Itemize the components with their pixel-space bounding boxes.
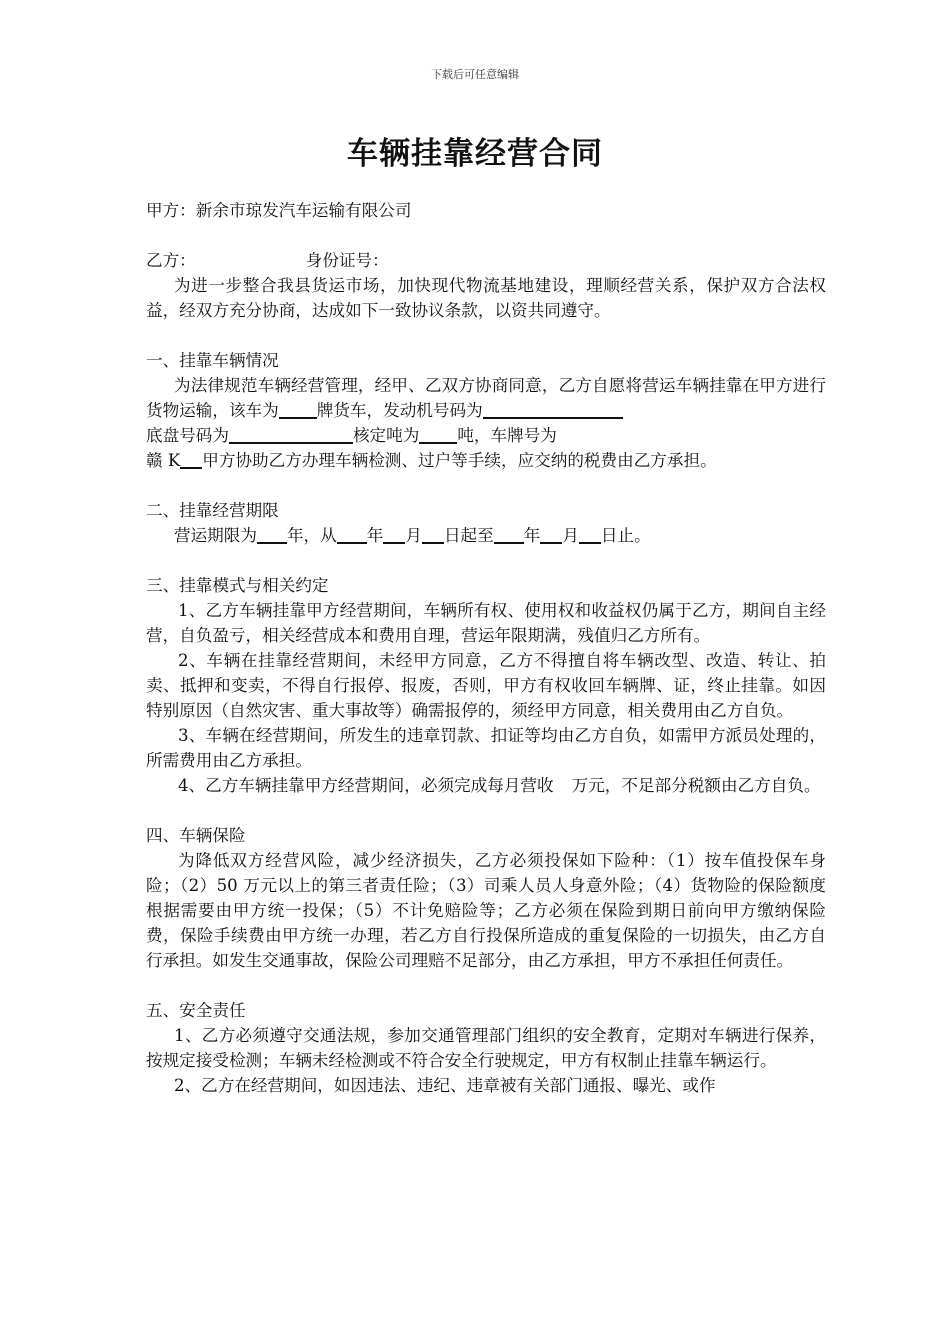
start-year-blank bbox=[337, 524, 367, 544]
section-1-paragraph bbox=[146, 373, 826, 423]
section-1-line-4 bbox=[146, 448, 826, 473]
id-number-label: 身份证号： bbox=[305, 251, 389, 270]
text-run: 年 bbox=[523, 526, 541, 545]
text-run: 日起至 bbox=[443, 526, 494, 545]
text-run: 年，从 bbox=[286, 526, 337, 545]
text-run: 万元，不足部分税额由乙方自负。 bbox=[571, 776, 821, 795]
text-run: 日止。 bbox=[600, 526, 651, 545]
engine-number-blank bbox=[483, 399, 623, 419]
section-3-clause-3: 3、车辆在经营期间，所发生的违章罚款、扣证等均由乙方自负，如需甲方派员处理的，所需费用由乙方承担。 bbox=[146, 726, 826, 770]
vehicle-type-blank bbox=[279, 399, 317, 419]
text-run: 月 bbox=[405, 526, 422, 545]
section-3-heading: 三、挂靠模式与相关约定 bbox=[146, 576, 329, 595]
text-run: 核定吨为 bbox=[352, 426, 420, 445]
end-year-blank bbox=[494, 524, 524, 544]
end-day-blank bbox=[579, 524, 601, 544]
section-2-heading: 二、挂靠经营期限 bbox=[146, 501, 279, 520]
section-2-paragraph bbox=[146, 523, 826, 548]
section-5-clause-2: 2、乙方在经营期间，如因违法、违纪、违章被有关部门通报、曝光、或作 bbox=[174, 1076, 716, 1095]
section-1-line-3 bbox=[146, 423, 826, 448]
start-month-blank bbox=[383, 524, 405, 544]
start-day-blank bbox=[422, 524, 444, 544]
text-run: 为法律规范车辆经营管理，经甲、乙双方协商同意，乙方自愿将营运车辆挂靠在甲方进行货物运输，该车为 bbox=[146, 376, 826, 420]
text-run: 底盘号码为 bbox=[146, 426, 229, 445]
tonnage-blank bbox=[419, 424, 457, 444]
text-run: 赣 K bbox=[146, 451, 181, 470]
section-3-clause-1: 1、乙方车辆挂靠甲方经营期间，车辆所有权、使用权和收益权仍属于乙方，期间自主经营，自负盈亏，相关经营成本和费用自理，营运年限期满，残值归乙方所有。 bbox=[146, 601, 826, 645]
text-run: 牌货车，发动机号码为 bbox=[316, 401, 483, 420]
section-4-paragraph: 为降低双方经营风险，减少经济损失，乙方必须投保如下险种：（1）按车值投保车身险；（2）50 万元以上的第三者责任险；（3）司乘人员人身意外险；（4）货物险的保险额度根据需要由甲方统一投保；（5）不计免赔险等；乙方必须在保险到期日前向甲方缴纳保险费，保险手续费由甲方统一办理，若乙方自行投保所造成的重复保险的一切损失，由乙方自行承担。如发生交通事故，保险公司理赔不足部分，由乙方承担，甲方不承担任何责任。 bbox=[146, 851, 826, 970]
text-run: 月 bbox=[562, 526, 579, 545]
party-a-line: 甲方：新余市琼发汽车运输有限公司 bbox=[146, 201, 412, 220]
header-note: 下载后可任意编辑 bbox=[431, 68, 519, 81]
intro-paragraph: 为进一步整合我县货运市场，加快现代物流基地建设，理顺经营关系，保护双方合法权益，经双方充分协商，达成如下一致协议条款，以资共同遵守。 bbox=[146, 276, 826, 320]
section-5-heading: 五、安全责任 bbox=[146, 1001, 246, 1020]
chassis-number-blank bbox=[229, 424, 353, 444]
section-4-heading: 四、车辆保险 bbox=[146, 826, 246, 845]
text-run: 吨，车牌号为 bbox=[457, 426, 557, 445]
text-run: 年 bbox=[366, 526, 384, 545]
party-b-line bbox=[146, 248, 826, 273]
document-title: 车辆挂靠经营合同 bbox=[347, 136, 603, 172]
end-month-blank bbox=[540, 524, 562, 544]
text-run: 甲方协助乙方办理车辆检测、过户等手续，应交纳的税费由乙方承担。 bbox=[202, 451, 717, 470]
section-5-clause-1: 1、乙方必须遵守交通法规，参加交通管理部门组织的安全教育，定期对车辆进行保养，按规定接受检测；车辆未经检测或不符合安全行驶规定，甲方有权制止挂靠车辆运行。 bbox=[146, 1026, 826, 1070]
term-years-blank bbox=[257, 524, 287, 544]
section-3-clause-4 bbox=[146, 773, 826, 798]
section-1-heading: 一、挂靠车辆情况 bbox=[146, 351, 279, 370]
party-b-label: 乙方： bbox=[146, 251, 196, 270]
text-run: 4、乙方车辆挂靠甲方经营期间，必须完成每月营收 bbox=[178, 776, 554, 795]
section-3-clause-2: 2、车辆在挂靠经营期间，未经甲方同意，乙方不得擅自将车辆改型、改造、转让、拍卖、抵押和变卖，不得自行报停、报废，否则，甲方有权收回车辆牌、证，终止挂靠。如因特别原因（自然灾害、重大事故等）确需报停的，须经甲方同意，相关费用由乙方自负。 bbox=[146, 651, 826, 720]
document-body bbox=[146, 198, 826, 1098]
plate-number-blank bbox=[180, 449, 202, 469]
text-run: 营运期限为 bbox=[174, 526, 257, 545]
